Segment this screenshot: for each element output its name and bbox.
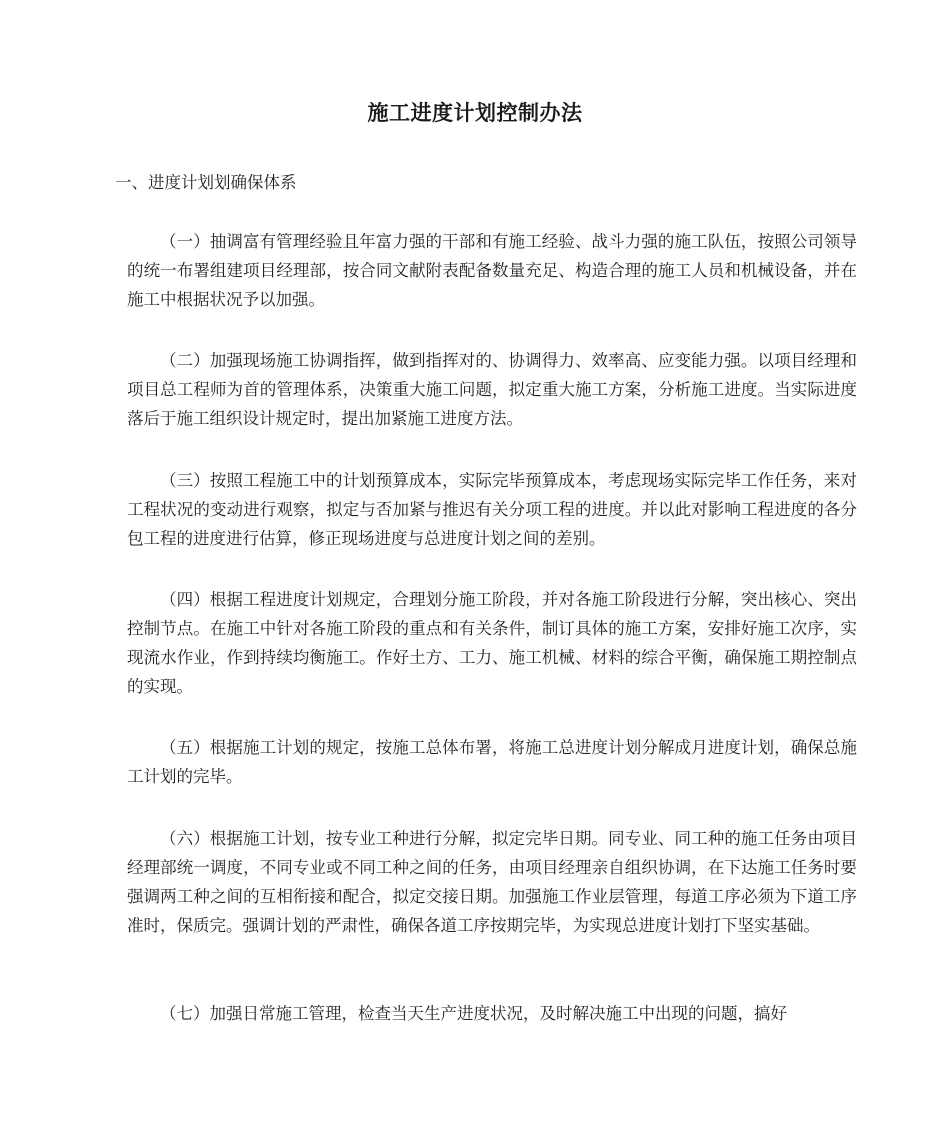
paragraph-3: （三）按照工程施工中的计划预算成本，实际完毕预算成本，考虑现场实际完毕工作任务，来对工程状况的变动进行观察，拟定与否加紧与推迟有关分项工程的进度。并以此对影响工程进度的各分包工程的进度进行估算，修正现场进度与总进度计划之间的差别。 bbox=[127, 471, 857, 548]
document-title: 施工进度计划控制办法 bbox=[367, 101, 583, 125]
paragraph-1: （一）抽调富有管理经验且年富力强的干部和有施工经验、战斗力强的施工队伍，按照公司领导的统一布署组建项目经理部，按合同文献附表配备数量充足、构造合理的施工人员和机械设备，并在施工中根据状况予以加强。 bbox=[127, 232, 857, 309]
section-heading: 一、进度计划划确保体系 bbox=[115, 173, 297, 192]
paragraph-6: （六）根据施工计划，按专业工种进行分解，拟定完毕日期。同专业、同工种的施工任务由项目经理部统一调度，不同专业或不同工种之间的任务，由项目经理亲自组织协调，在下达施工任务时要强调两工种之间的互相衔接和配合，拟定交接日期。加强施工作业层管理，每道工序必须为下道工序准时，保质完。强调计划的严肃性，确保各道工序按期完毕，为实现总进度计划打下坚实基础。 bbox=[127, 829, 857, 935]
paragraph-2: （二）加强现场施工协调指挥，做到指挥对的、协调得力、效率高、应变能力强。以项目经理和项目总工程师为首的管理体系，决策重大施工问题，拟定重大施工方案，分析施工进度。当实际进度落后于施工组织设计规定时，提出加紧施工进度方法。 bbox=[127, 351, 857, 428]
paragraph-7: （七）加强日常施工管理，检查当天生产进度状况，及时解决施工中出现的问题，搞好 bbox=[160, 1004, 787, 1023]
paragraph-5: （五）根据施工计划的规定，按施工总体布署，将施工总进度计划分解成月进度计划，确保总施工计划的完毕。 bbox=[127, 738, 857, 786]
paragraph-4: （四）根据工程进度计划规定，合理划分施工阶段，并对各施工阶段进行分解，突出核心、突出控制节点。在施工中针对各施工阶段的重点和有关条件，制订具体的施工方案，安排好施工次序，实现流水作业，作到持续均衡施工。作好土方、工力、施工机械、材料的综合平衡，确保施工期控制点的实现。 bbox=[127, 590, 857, 696]
